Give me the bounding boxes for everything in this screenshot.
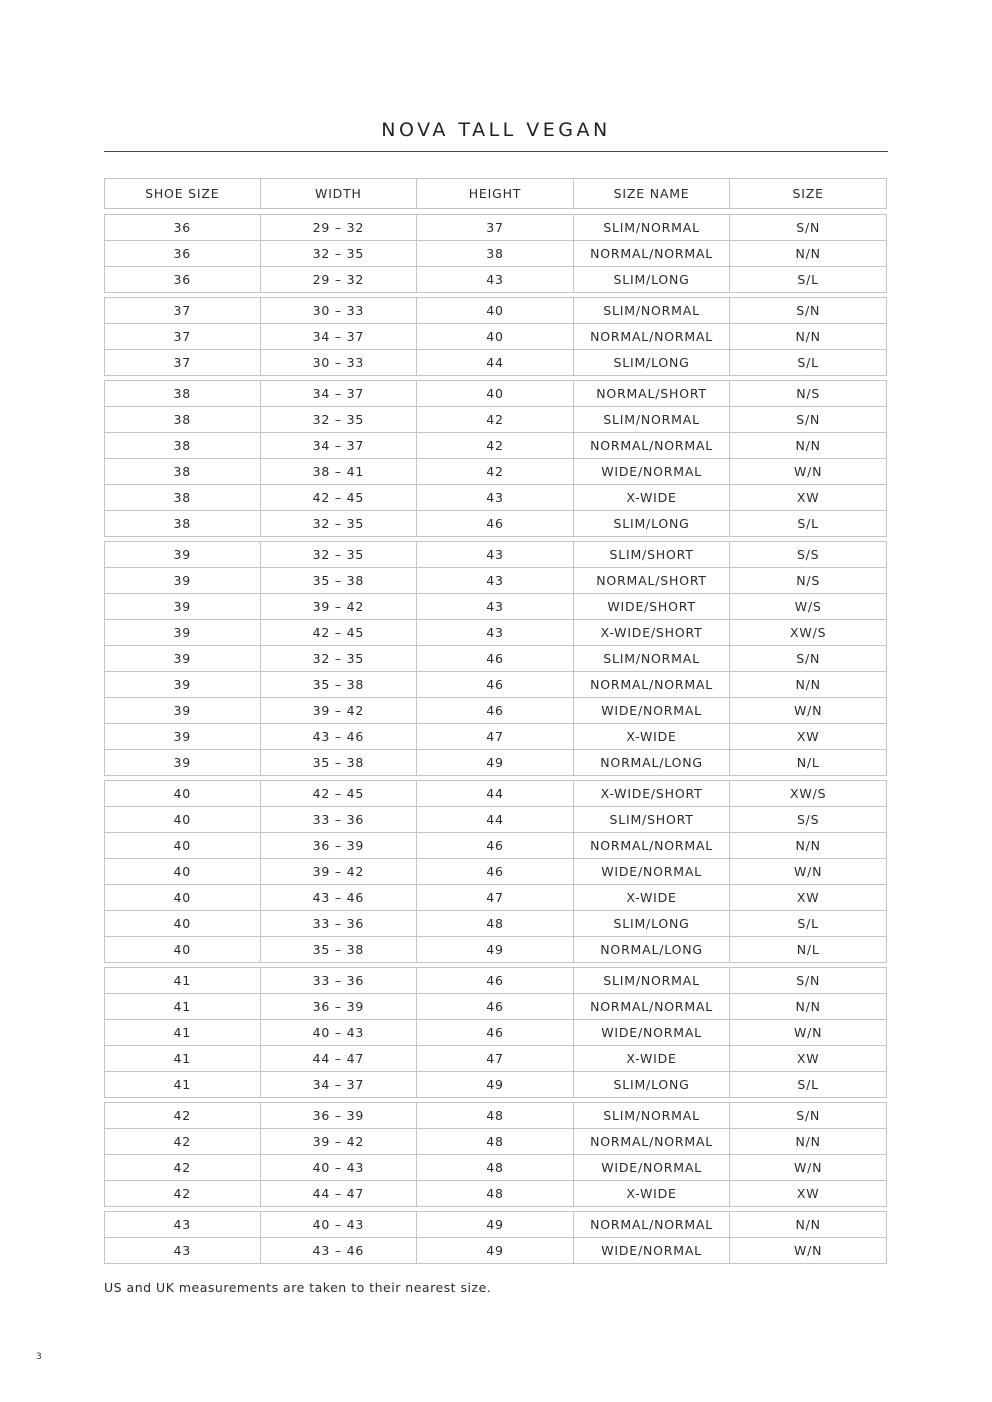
table-row [104, 1020, 887, 1046]
size-name-cell: SLIM/NORMAL [574, 297, 731, 324]
size-name-cell: NORMAL/NORMAL [574, 241, 731, 267]
size-cell: W/N [730, 859, 887, 885]
shoe-size-cell: 38 [104, 433, 261, 459]
shoe-size-cell: 42 [104, 1102, 261, 1129]
height-cell: 42 [417, 459, 574, 485]
table-row [104, 1129, 887, 1155]
shoe-size-cell: 38 [104, 380, 261, 407]
size-cell: N/N [730, 833, 887, 859]
size-cell: S/N [730, 646, 887, 672]
width-cell: 40 – 43 [261, 1155, 418, 1181]
shoe-size-cell: 39 [104, 541, 261, 568]
size-name-cell: SLIM/NORMAL [574, 407, 731, 433]
shoe-size-cell: 41 [104, 967, 261, 994]
width-cell: 36 – 39 [261, 1102, 418, 1129]
table-row [104, 380, 887, 407]
size-name-cell: SLIM/SHORT [574, 541, 731, 568]
width-cell: 32 – 35 [261, 511, 418, 537]
height-cell: 47 [417, 1046, 574, 1072]
width-cell: 30 – 33 [261, 350, 418, 376]
size-name-cell: WIDE/NORMAL [574, 859, 731, 885]
size-cell: S/N [730, 297, 887, 324]
table-row [104, 594, 887, 620]
size-cell: S/N [730, 214, 887, 241]
width-cell: 32 – 35 [261, 541, 418, 568]
table-row [104, 1046, 887, 1072]
height-cell: 49 [417, 1238, 574, 1264]
table-row [104, 646, 887, 672]
size-name-cell: X-WIDE [574, 885, 731, 911]
height-cell: 43 [417, 568, 574, 594]
size-name-cell: NORMAL/NORMAL [574, 833, 731, 859]
height-cell: 46 [417, 672, 574, 698]
table-row [104, 485, 887, 511]
footnote: US and UK measurements are taken to their nearest size. [104, 1280, 492, 1295]
size-chart-table [104, 178, 887, 1264]
table-row [104, 833, 887, 859]
table-row [104, 1238, 887, 1264]
shoe-size-cell: 37 [104, 324, 261, 350]
height-cell: 40 [417, 324, 574, 350]
shoe-size-cell: 40 [104, 780, 261, 807]
shoe-size-cell: 36 [104, 241, 261, 267]
size-name-cell: NORMAL/LONG [574, 937, 731, 963]
height-cell: 46 [417, 994, 574, 1020]
height-cell: 44 [417, 780, 574, 807]
size-name-cell: SLIM/NORMAL [574, 214, 731, 241]
height-cell: 43 [417, 594, 574, 620]
page-title: NOVA TALL VEGAN [381, 119, 611, 141]
height-cell: 42 [417, 407, 574, 433]
height-cell: 38 [417, 241, 574, 267]
size-name-cell: NORMAL/NORMAL [574, 672, 731, 698]
size-name-cell: X-WIDE/SHORT [574, 780, 731, 807]
shoe-size-cell: 39 [104, 672, 261, 698]
height-cell: 48 [417, 1129, 574, 1155]
size-name-cell: X-WIDE [574, 485, 731, 511]
width-cell: 38 – 41 [261, 459, 418, 485]
shoe-size-cell: 43 [104, 1211, 261, 1238]
shoe-size-cell: 39 [104, 646, 261, 672]
table-row [104, 807, 887, 833]
shoe-size-cell: 40 [104, 833, 261, 859]
size-name-cell: SLIM/LONG [574, 511, 731, 537]
height-cell: 48 [417, 1102, 574, 1129]
size-cell: N/N [730, 433, 887, 459]
width-cell: 39 – 42 [261, 859, 418, 885]
width-cell: 34 – 37 [261, 324, 418, 350]
size-cell: N/L [730, 750, 887, 776]
shoe-size-cell: 39 [104, 724, 261, 750]
size-cell: XW/S [730, 620, 887, 646]
width-cell: 43 – 46 [261, 724, 418, 750]
width-cell: 33 – 36 [261, 807, 418, 833]
shoe-size-cell: 38 [104, 511, 261, 537]
height-cell: 46 [417, 646, 574, 672]
size-name-cell: NORMAL/NORMAL [574, 1211, 731, 1238]
size-name-cell: WIDE/NORMAL [574, 1238, 731, 1264]
shoe-size-cell: 37 [104, 350, 261, 376]
size-cell: S/N [730, 407, 887, 433]
table-row [104, 885, 887, 911]
height-cell: 47 [417, 724, 574, 750]
size-cell: XW [730, 724, 887, 750]
size-name-cell: WIDE/NORMAL [574, 1020, 731, 1046]
table-row [104, 541, 887, 568]
table-row [104, 672, 887, 698]
size-cell: N/N [730, 1129, 887, 1155]
shoe-size-cell: 40 [104, 911, 261, 937]
size-cell: N/N [730, 241, 887, 267]
size-cell: S/L [730, 1072, 887, 1098]
table-row [104, 241, 887, 267]
table-row [104, 911, 887, 937]
column-header-shoe-size: SHOE SIZE [104, 178, 261, 209]
size-name-cell: WIDE/NORMAL [574, 698, 731, 724]
height-cell: 48 [417, 1181, 574, 1207]
size-cell: W/N [730, 1155, 887, 1181]
table-row [104, 1072, 887, 1098]
table-row [104, 994, 887, 1020]
shoe-size-cell: 37 [104, 297, 261, 324]
width-cell: 33 – 36 [261, 911, 418, 937]
height-cell: 44 [417, 807, 574, 833]
size-name-cell: WIDE/NORMAL [574, 1155, 731, 1181]
width-cell: 42 – 45 [261, 620, 418, 646]
table-row [104, 267, 887, 293]
height-cell: 49 [417, 937, 574, 963]
size-cell: N/N [730, 1211, 887, 1238]
width-cell: 40 – 43 [261, 1020, 418, 1046]
shoe-size-cell: 36 [104, 267, 261, 293]
table-row [104, 967, 887, 994]
shoe-size-cell: 40 [104, 937, 261, 963]
size-name-cell: NORMAL/LONG [574, 750, 731, 776]
shoe-size-cell: 38 [104, 459, 261, 485]
table-row [104, 511, 887, 537]
shoe-size-cell: 36 [104, 214, 261, 241]
shoe-size-cell: 43 [104, 1238, 261, 1264]
size-cell: W/N [730, 698, 887, 724]
column-header-size-name: SIZE NAME [574, 178, 731, 209]
width-cell: 32 – 35 [261, 241, 418, 267]
shoe-size-cell: 42 [104, 1181, 261, 1207]
size-cell: S/N [730, 1102, 887, 1129]
height-cell: 49 [417, 750, 574, 776]
size-name-cell: SLIM/NORMAL [574, 967, 731, 994]
size-cell: N/S [730, 380, 887, 407]
size-name-cell: WIDE/NORMAL [574, 459, 731, 485]
column-header-height: HEIGHT [417, 178, 574, 209]
size-name-cell: NORMAL/NORMAL [574, 994, 731, 1020]
table-row [104, 407, 887, 433]
height-cell: 43 [417, 541, 574, 568]
shoe-size-cell: 40 [104, 807, 261, 833]
size-name-cell: SLIM/LONG [574, 350, 731, 376]
table-row [104, 324, 887, 350]
width-cell: 39 – 42 [261, 594, 418, 620]
size-cell: XW [730, 485, 887, 511]
height-cell: 37 [417, 214, 574, 241]
size-cell: S/L [730, 911, 887, 937]
size-cell: S/S [730, 541, 887, 568]
size-name-cell: WIDE/SHORT [574, 594, 731, 620]
width-cell: 40 – 43 [261, 1211, 418, 1238]
table-row [104, 1211, 887, 1238]
size-cell: S/L [730, 511, 887, 537]
table-row [104, 780, 887, 807]
width-cell: 44 – 47 [261, 1046, 418, 1072]
size-name-cell: NORMAL/NORMAL [574, 324, 731, 350]
table-row [104, 620, 887, 646]
width-cell: 29 – 32 [261, 214, 418, 241]
height-cell: 46 [417, 967, 574, 994]
height-cell: 43 [417, 485, 574, 511]
size-name-cell: X-WIDE [574, 1181, 731, 1207]
shoe-size-cell: 39 [104, 568, 261, 594]
shoe-size-cell: 41 [104, 994, 261, 1020]
size-name-cell: X-WIDE [574, 724, 731, 750]
size-cell: W/N [730, 1020, 887, 1046]
width-cell: 36 – 39 [261, 994, 418, 1020]
column-header-size: SIZE [730, 178, 887, 209]
size-cell: XW [730, 885, 887, 911]
height-cell: 48 [417, 911, 574, 937]
width-cell: 34 – 37 [261, 1072, 418, 1098]
size-name-cell: NORMAL/NORMAL [574, 1129, 731, 1155]
width-cell: 35 – 38 [261, 937, 418, 963]
size-cell: W/S [730, 594, 887, 620]
table-row [104, 459, 887, 485]
size-cell: N/N [730, 324, 887, 350]
table-row [104, 698, 887, 724]
width-cell: 44 – 47 [261, 1181, 418, 1207]
table-row [104, 750, 887, 776]
size-cell: S/L [730, 350, 887, 376]
size-name-cell: SLIM/SHORT [574, 807, 731, 833]
height-cell: 47 [417, 885, 574, 911]
size-cell: N/S [730, 568, 887, 594]
shoe-size-cell: 40 [104, 859, 261, 885]
width-cell: 35 – 38 [261, 750, 418, 776]
table-header-row [104, 178, 887, 209]
shoe-size-cell: 39 [104, 698, 261, 724]
height-cell: 49 [417, 1211, 574, 1238]
height-cell: 46 [417, 511, 574, 537]
height-cell: 46 [417, 698, 574, 724]
height-cell: 43 [417, 267, 574, 293]
size-name-cell: NORMAL/SHORT [574, 568, 731, 594]
height-cell: 46 [417, 1020, 574, 1046]
size-cell: S/N [730, 967, 887, 994]
size-cell: S/S [730, 807, 887, 833]
size-name-cell: NORMAL/SHORT [574, 380, 731, 407]
size-cell: N/L [730, 937, 887, 963]
width-cell: 43 – 46 [261, 885, 418, 911]
width-cell: 35 – 38 [261, 568, 418, 594]
table-row [104, 433, 887, 459]
height-cell: 48 [417, 1155, 574, 1181]
shoe-size-cell: 38 [104, 485, 261, 511]
shoe-size-cell: 38 [104, 407, 261, 433]
width-cell: 42 – 45 [261, 780, 418, 807]
size-cell: N/N [730, 672, 887, 698]
height-cell: 40 [417, 297, 574, 324]
height-cell: 49 [417, 1072, 574, 1098]
table-row [104, 214, 887, 241]
shoe-size-cell: 41 [104, 1020, 261, 1046]
shoe-size-cell: 41 [104, 1072, 261, 1098]
size-cell: XW [730, 1046, 887, 1072]
table-row [104, 1181, 887, 1207]
size-cell: W/N [730, 1238, 887, 1264]
width-cell: 34 – 37 [261, 433, 418, 459]
size-cell: N/N [730, 994, 887, 1020]
shoe-size-cell: 40 [104, 885, 261, 911]
table-row [104, 937, 887, 963]
column-header-width: WIDTH [261, 178, 418, 209]
size-name-cell: X-WIDE/SHORT [574, 620, 731, 646]
size-cell: W/N [730, 459, 887, 485]
table-row [104, 859, 887, 885]
size-name-cell: SLIM/NORMAL [574, 1102, 731, 1129]
page-number: 3 [36, 1352, 42, 1362]
width-cell: 30 – 33 [261, 297, 418, 324]
width-cell: 42 – 45 [261, 485, 418, 511]
width-cell: 29 – 32 [261, 267, 418, 293]
height-cell: 40 [417, 380, 574, 407]
table-body [104, 209, 887, 1264]
height-cell: 46 [417, 833, 574, 859]
size-name-cell: SLIM/LONG [574, 1072, 731, 1098]
shoe-size-cell: 39 [104, 620, 261, 646]
table-row [104, 1102, 887, 1129]
height-cell: 44 [417, 350, 574, 376]
height-cell: 42 [417, 433, 574, 459]
table-row [104, 724, 887, 750]
width-cell: 39 – 42 [261, 1129, 418, 1155]
shoe-size-cell: 39 [104, 750, 261, 776]
shoe-size-cell: 42 [104, 1129, 261, 1155]
width-cell: 32 – 35 [261, 407, 418, 433]
size-name-cell: SLIM/NORMAL [574, 646, 731, 672]
size-name-cell: NORMAL/NORMAL [574, 433, 731, 459]
shoe-size-cell: 39 [104, 594, 261, 620]
width-cell: 34 – 37 [261, 380, 418, 407]
width-cell: 43 – 46 [261, 1238, 418, 1264]
size-cell: XW/S [730, 780, 887, 807]
table-row [104, 297, 887, 324]
table-row [104, 350, 887, 376]
size-name-cell: SLIM/LONG [574, 911, 731, 937]
width-cell: 36 – 39 [261, 833, 418, 859]
height-cell: 43 [417, 620, 574, 646]
table-row [104, 568, 887, 594]
height-cell: 46 [417, 859, 574, 885]
width-cell: 39 – 42 [261, 698, 418, 724]
size-cell: S/L [730, 267, 887, 293]
size-cell: XW [730, 1181, 887, 1207]
size-name-cell: X-WIDE [574, 1046, 731, 1072]
shoe-size-cell: 41 [104, 1046, 261, 1072]
shoe-size-cell: 42 [104, 1155, 261, 1181]
title-divider [104, 151, 888, 152]
table-row [104, 1155, 887, 1181]
width-cell: 35 – 38 [261, 672, 418, 698]
width-cell: 33 – 36 [261, 967, 418, 994]
size-name-cell: SLIM/LONG [574, 267, 731, 293]
width-cell: 32 – 35 [261, 646, 418, 672]
